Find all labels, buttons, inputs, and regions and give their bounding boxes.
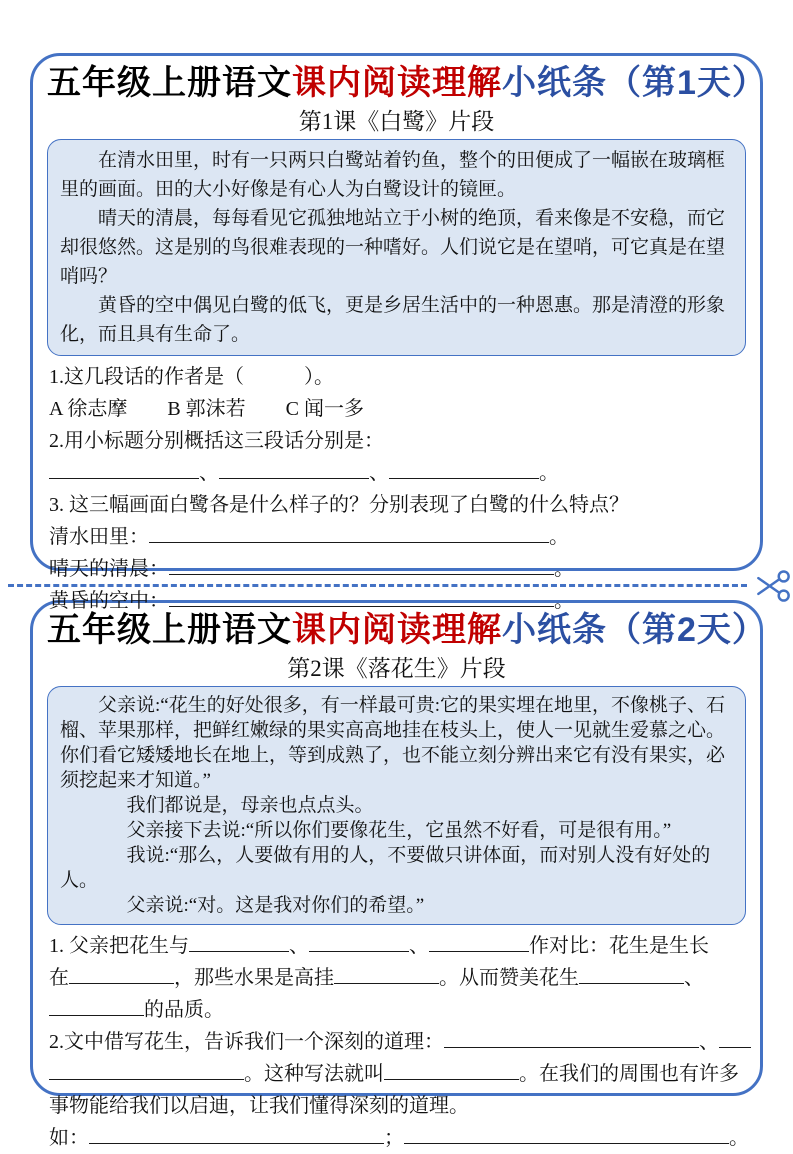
passage-paragraph: 我们都说是，母亲也点点头。 [126, 795, 374, 816]
answer-blank [49, 458, 199, 479]
cut-divider [30, 571, 763, 600]
question-text: 作对比：花生是生长 [529, 935, 709, 957]
answer-blank [579, 963, 684, 984]
lesson-subtitle: 第1课《白鹭》片段 [298, 109, 495, 134]
question-line [49, 393, 744, 425]
question-line [49, 994, 744, 1026]
question-text: ，那些水果是高挂 [174, 967, 334, 989]
title-topic-part: 课内阅读理解 [292, 611, 502, 649]
question-line [49, 1090, 744, 1122]
answer-blank [384, 1059, 519, 1080]
lesson-subtitle: 第2课《落花生》片段 [287, 656, 506, 681]
question-text: 、 [699, 1031, 719, 1053]
answer-blank [389, 458, 539, 479]
title-grade-part: 五年级上册语文 [47, 64, 292, 102]
title-day-part: 小纸条（第2天） [502, 611, 767, 649]
title-topic-part: 课内阅读理解 [292, 64, 502, 102]
answer-blank [219, 458, 369, 479]
scissors-icon [755, 568, 791, 604]
section-title [47, 60, 767, 106]
question-text: 3. 这三幅画面白鹭各是什么样子的？分别表现了白鹭的什么特点？ [49, 494, 629, 516]
answer-blank [429, 931, 529, 952]
answer-blank [149, 522, 549, 543]
passage-paragraph: 我说:“那么，人要做有用的人，不要做只讲体面，而对别人没有好处的人。 [60, 845, 711, 891]
question-line [49, 457, 744, 489]
passage-paragraph: 在清水田里，时有一只两只白鹭站着钓鱼，整个的田便成了一幅嵌在玻璃框里的画面。田的大小好像是有心人为白鹭设计的镜匣。 [60, 150, 726, 200]
question-text: 。这种写法就叫 [244, 1063, 384, 1085]
answer-blank [89, 1123, 384, 1144]
question-text: 。 [554, 558, 574, 580]
section-card-day1 [30, 53, 767, 612]
passage-paragraph: 晴天的清晨，每每看见它孤独地站立于小树的绝顶，看来像是不安稳，而它却很悠然。这是别的鸟很难表现的一种嗜好。人们说它是在望哨，可它真是在望哨吗？ [60, 208, 726, 287]
passage-paragraph: 父亲说:“花生的好处很多，有一样最可贵:它的果实埋在地里，不像桃子、石榴、苹果那样，把鲜红嫩绿的果实高高地挂在枝头上，使人一见就生爱慕之心。你们看它矮矮地长在地上，等到成熟了，也不能立刻分辨出来它有没有果实，必须挖起来才知道。” [60, 695, 726, 791]
questions-2 [47, 925, 749, 1154]
question-text: 2.用小标题分别概括这三段话分别是： [49, 430, 384, 452]
passage-box-1 [47, 139, 746, 356]
question-line [49, 1058, 744, 1090]
question-text: 、 [409, 935, 429, 957]
question-text: 、 [289, 935, 309, 957]
answer-blank [69, 963, 174, 984]
answer-blank [334, 963, 439, 984]
question-text: 事物能给我们以启迪，让我们懂得深刻的道理。 [49, 1095, 469, 1117]
passage-paragraph: 黄昏的空中偶见白鹭的低飞，更是乡居生活中的一种恩惠。那是清澄的形象化，而且具有生命了。 [60, 295, 726, 345]
question-text: 、 [684, 967, 704, 989]
answer-blank [309, 931, 409, 952]
question-line [49, 521, 744, 553]
question-text: 如： [49, 1127, 89, 1149]
question-text: 。在我们的周围也有许多 [519, 1063, 739, 1085]
answer-blank [189, 931, 289, 952]
title-grade-part: 五年级上册语文 [47, 611, 292, 649]
answer-blank [719, 1027, 751, 1048]
question-line [49, 489, 744, 521]
passage-box-2 [47, 686, 746, 925]
question-text: 。 [539, 462, 559, 484]
question-text: ； [384, 1127, 404, 1149]
question-text: 。 [729, 1127, 749, 1149]
question-text: 黄昏的空中： [49, 590, 169, 612]
question-line [49, 930, 744, 962]
question-text: 。 [549, 526, 569, 548]
question-text: A 徐志摩 B 郭沫若 C 闻一多 [49, 398, 365, 420]
answer-blank [49, 1059, 244, 1080]
question-line [49, 1026, 744, 1058]
title-day-part: 小纸条（第1天） [502, 64, 767, 102]
question-line [49, 962, 744, 994]
passage-paragraph: 父亲接下去说:“所以你们要像花生，它虽然不好看，可是很有用。” [126, 820, 672, 841]
passage-paragraph: 父亲说:“对。这是我对你们的希望。” [126, 895, 425, 916]
answer-blank [49, 995, 144, 1016]
answer-blank [444, 1027, 699, 1048]
question-text: 。从而赞美花生 [439, 967, 579, 989]
section-card-day2 [30, 600, 767, 1149]
question-text: 1. 父亲把花生与 [49, 935, 189, 957]
dashed-cut-line [8, 584, 747, 587]
question-line [49, 425, 744, 457]
question-line [49, 1122, 749, 1154]
question-text: 在 [49, 967, 69, 989]
question-text: 、 [369, 462, 389, 484]
question-text: 2.文中借写花生，告诉我们一个深刻的道理： [49, 1031, 444, 1053]
question-text: 清水田里： [49, 526, 149, 548]
question-text: 、 [199, 462, 219, 484]
section-title [47, 607, 767, 653]
question-text: 1.这几段话的作者是（ ）。 [49, 366, 334, 388]
question-text: 的品质。 [144, 999, 224, 1021]
answer-blank [404, 1123, 729, 1144]
question-text: 。 [554, 590, 574, 612]
question-line [49, 361, 744, 393]
question-text: 晴天的清晨： [49, 558, 169, 580]
